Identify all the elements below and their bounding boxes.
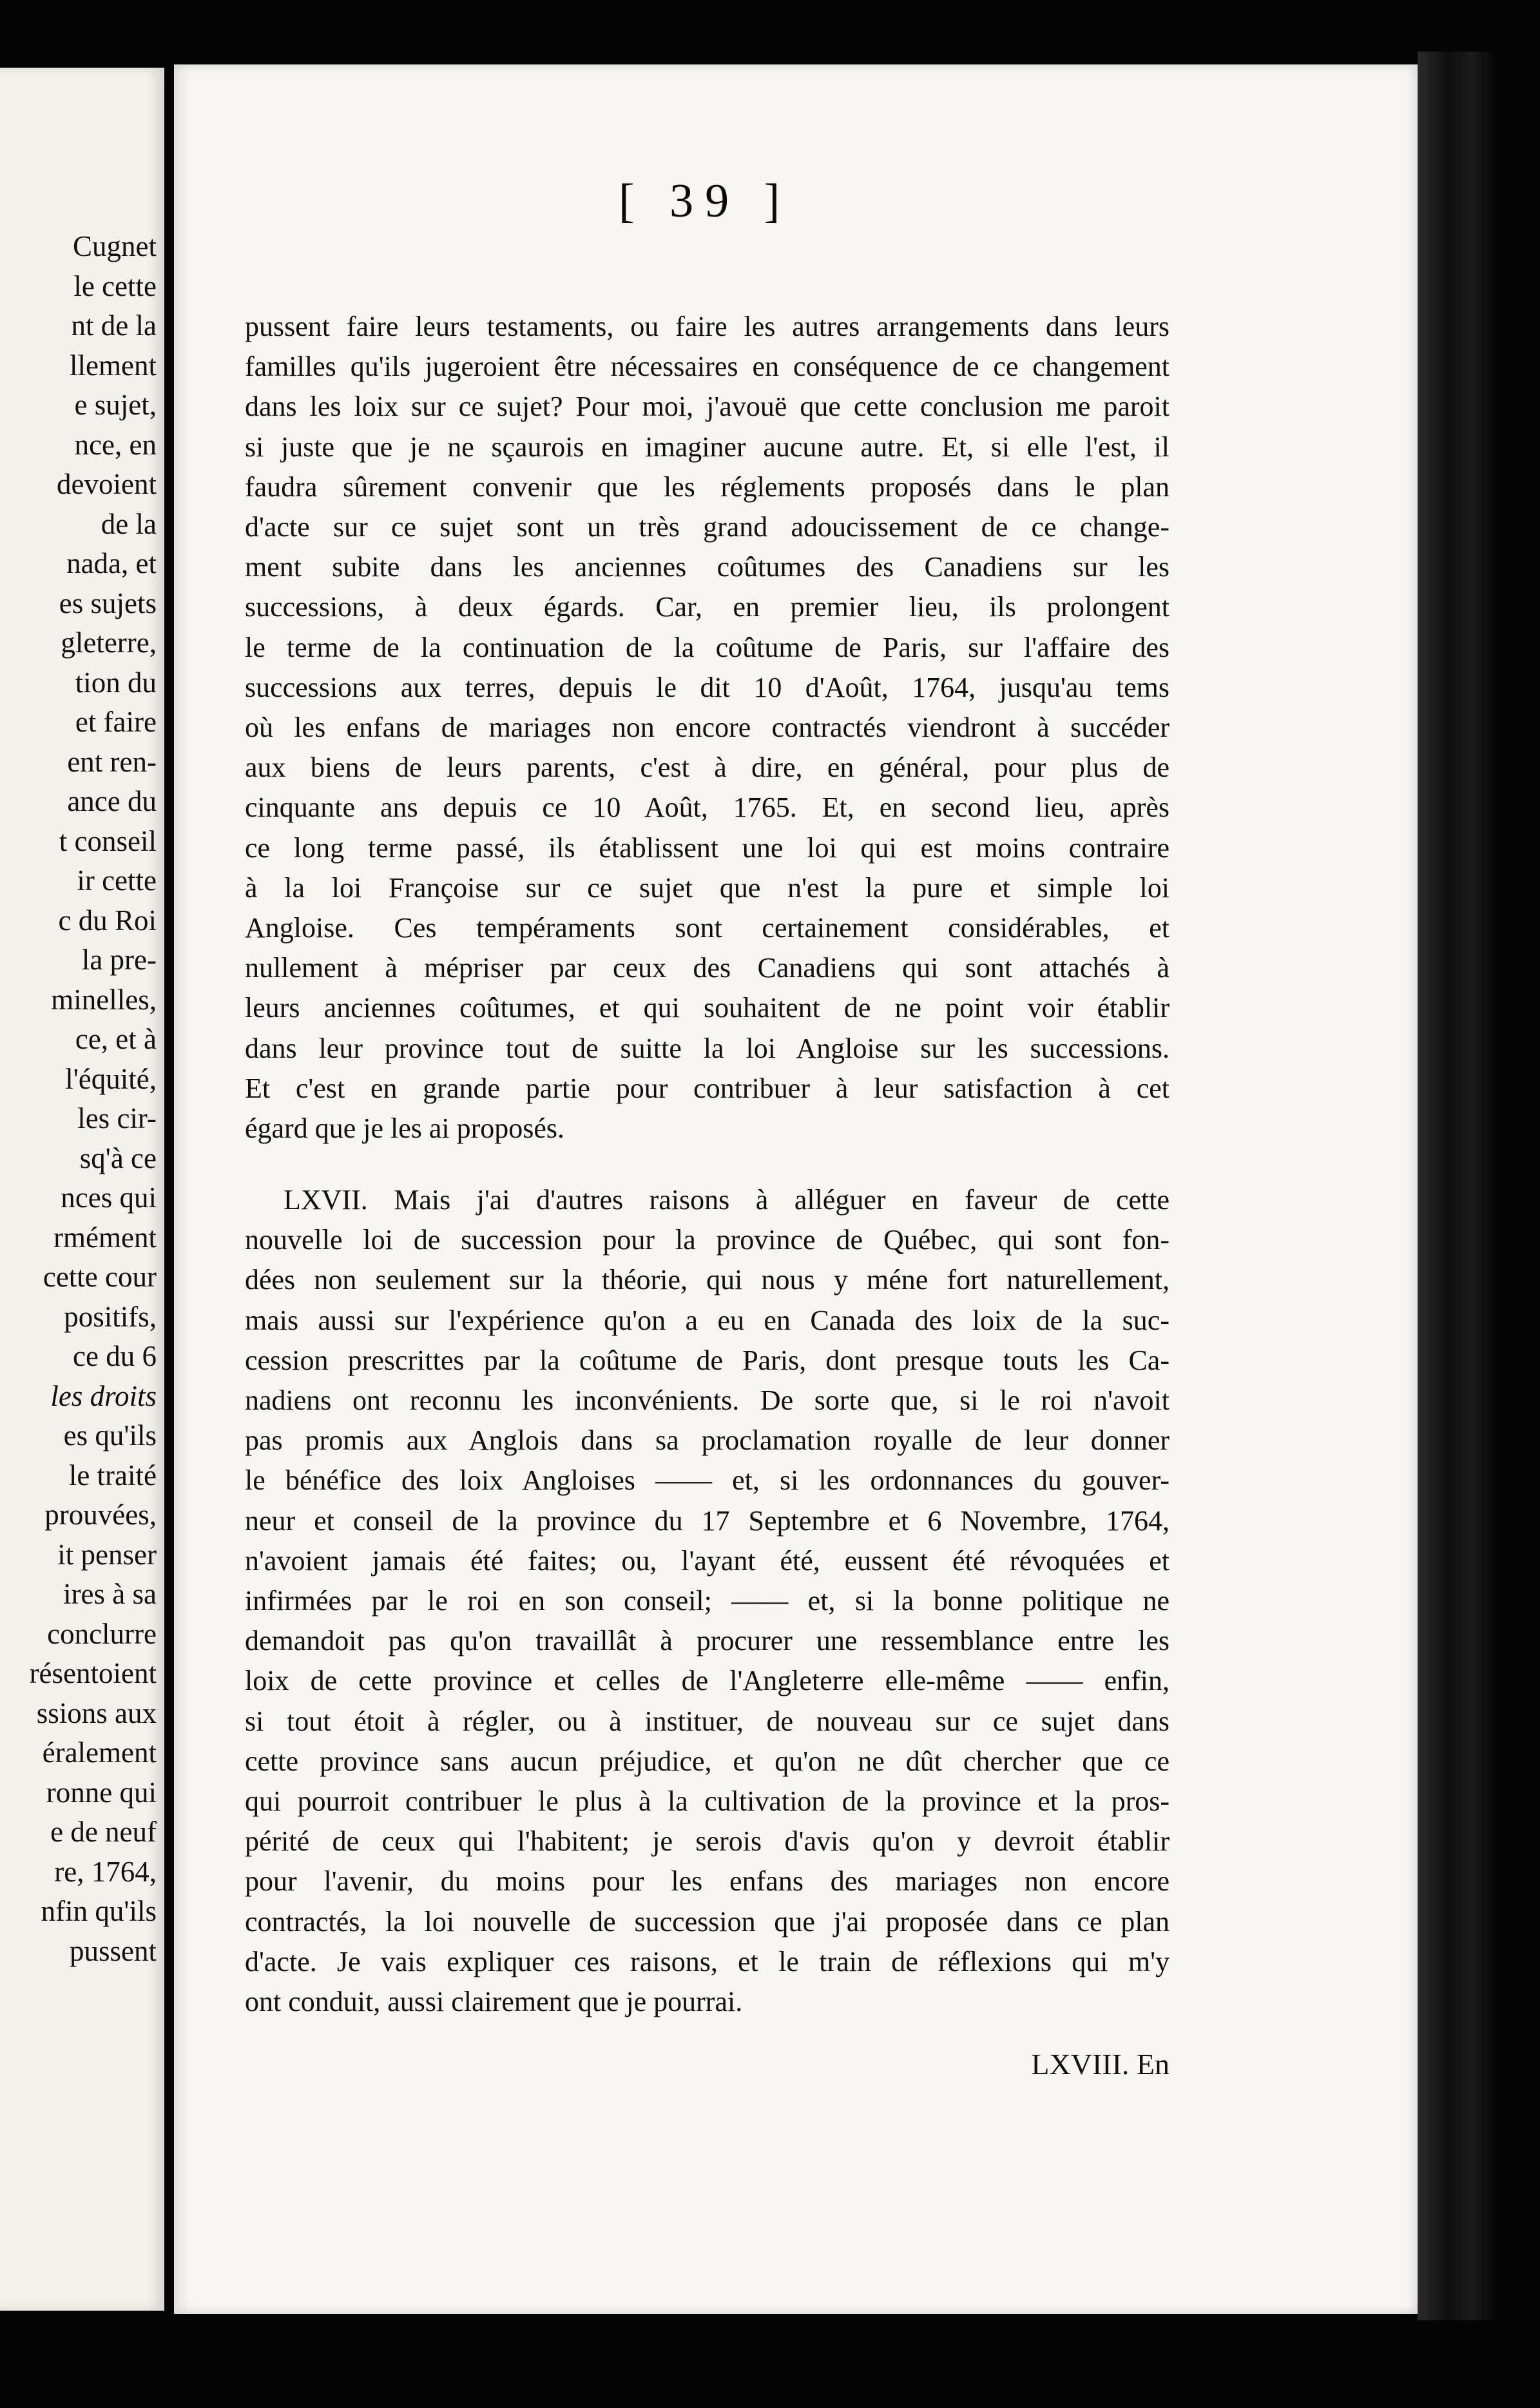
facing-page-line: ent ren- [67,745,157,778]
text-line: cession prescrittes par la coûtume de Paris, dont presque touts les Ca- [245,1344,1169,1376]
facing-page-line: rmément [53,1221,157,1254]
facing-page-line: e de neuf [50,1816,157,1848]
text-line: si tout étoit à régler, ou à instituer, de nouveau sur ce sujet dans [245,1705,1169,1737]
text-line: où les enfans de mariages non encore contractés viendront à succéder [245,712,1169,743]
page-number: [ 39 ] [619,175,792,228]
text-line: à la loi Françoise sur ce sujet que n'est la pure et simple loi [245,871,1169,904]
text-line: infirmées par le roi en son conseil; —— et, si la bonne politique ne [245,1585,1169,1617]
facing-page-line: ronne qui [46,1776,157,1809]
text-line: nouvelle loi de succession pour la province de Québec, qui sont fon- [245,1224,1169,1256]
text-line: pas promis aux Anglois dans sa proclamation royalle de leur donner [245,1424,1169,1457]
text-line: successions aux terres, depuis le dit 10 d'Août, 1764, jusqu'au tems [245,671,1169,703]
text-line: mais aussi sur l'expérience qu'on a eu en Canada des loix de la suc- [245,1304,1169,1336]
facing-page-line: positifs, [64,1300,157,1333]
facing-page-line: éralement [42,1736,157,1769]
facing-page-line: cette cour [43,1261,157,1293]
text-line: n'avoient jamais été faites; ou, l'ayant été, eussent été révoquées et [245,1544,1169,1577]
text-line: ce long terme passé, ils établissent une loi qui est moins contraire [245,831,1169,864]
facing-page-line: Cugnet [73,230,157,262]
text-line: dées non seulement sur la théorie, qui nous y méne fort naturellement, [245,1264,1169,1296]
text-line: d'acte sur ce sujet sont un très grand adoucissement de ce change- [245,511,1169,543]
facing-page-line: ssions aux [36,1696,157,1729]
text-line: égard que je les ai proposés. [245,1112,565,1144]
text-line: familles qu'ils jugeroient être nécessaires en conséquence de ce changement [245,351,1169,383]
facing-page-line: minelles, [51,983,157,1016]
text-line: le bénéfice des loix Angloises —— et, si les ordonnances du gouver- [245,1464,1169,1497]
facing-page-line: e sujet, [74,389,157,421]
text-line: leurs anciennes coûtumes, et qui souhaitent de ne point voir établir [245,992,1169,1024]
facing-page-line: nt de la [71,309,157,342]
text-line: dans leur province tout de suitte la loi Angloise sur les successions. [245,1032,1169,1064]
facing-page-line: gleterre, [61,626,157,659]
text-line: ment subite dans les anciennes coûtumes des Canadiens sur les [245,551,1169,583]
facing-page-line: es qu'ils [63,1419,157,1452]
facing-page-line: es sujets [59,587,157,619]
facing-page-line: devoient [57,468,157,500]
facing-page-line: pussent [70,1934,157,1967]
facing-page-line: ir cette [77,864,157,897]
text-line: qui pourroit contribuer le plus à la cultivation de la province et la pros- [245,1785,1169,1817]
facing-page-line: it penser [57,1538,157,1571]
facing-page-line: ance du [67,785,157,817]
facing-page-line: tion du [75,666,157,699]
text-line: faudra sûrement convenir que les réglements proposés dans le plan [245,471,1169,503]
facing-page-line: nada, et [66,547,157,579]
text-line: nadiens ont reconnu les inconvénients. De sorte que, si le roi n'avoit [245,1384,1169,1416]
text-line: nullement à mépriser par ceux des Canadiens qui sont attachés à [245,952,1169,984]
text-line: cette province sans aucun préjudice, et qu'on ne dût chercher que ce [245,1745,1169,1777]
facing-page-line: nfin qu'ils [41,1895,157,1927]
facing-page-line: sq'à ce [79,1141,157,1174]
facing-page-line: conclurre [47,1617,157,1650]
text-line: LXVII. Mais j'ai d'autres raisons à alléguer en faveur de cette [284,1184,1169,1216]
text-line: si juste que je ne sçaurois en imaginer aucune autre. Et, si elle l'est, il [245,431,1169,463]
facing-page-line: ce du 6 [73,1340,157,1372]
text-line: cinquante ans depuis ce 10 Août, 1765. Et, en second lieu, après [245,791,1169,824]
facing-page-line: l'équité, [65,1062,157,1095]
text-line: demandoit pas qu'on travaillât à procurer une ressemblance entre les [245,1625,1169,1657]
text-line: le terme de la continuation de la coûtume de Paris, sur l'affaire des [245,631,1169,663]
text-line: neur et conseil de la province du 17 Septembre et 6 Novembre, 1764, [245,1504,1169,1537]
facing-page-line: ires à sa [63,1578,157,1610]
text-line: d'acte. Je vais expliquer ces raisons, et le train de réflexions qui m'y [245,1945,1169,1977]
facing-page-line: et faire [75,706,157,738]
facing-page-line: nce, en [74,428,157,461]
facing-page-line: t conseil [59,824,157,857]
facing-page-fragment [0,68,164,2311]
facing-page-line: c du Roi [58,904,157,937]
facing-page-line: la pre- [81,944,157,976]
text-line: aux biens de leurs parents, c'est à dire, en général, pour plus de [245,752,1169,784]
facing-page-line: les cir- [77,1102,157,1134]
facing-page-line: ce, et à [75,1023,157,1055]
text-line: contractés, la loi nouvelle de succession que j'ai proposée dans ce plan [245,1905,1169,1937]
text-line: Angloise. Ces tempéraments sont certainement considérables, et [245,912,1169,944]
text-line: périté de ceux qui l'habitent; je serois d'avis qu'on y devroit établir [245,1825,1169,1858]
facing-page-line: llement [70,349,157,382]
page-edge-shadow [1418,52,1495,2320]
facing-page-line: de la [101,507,157,540]
text-line: Et c'est en grande partie pour contribuer à leur satisfaction à cet [245,1072,1169,1104]
text-line: pour l'avenir, du moins pour les enfans des mariages non encore [245,1865,1169,1898]
facing-page-line: les droits [50,1379,157,1412]
facing-page-line: prouvées, [44,1499,157,1531]
facing-page-line: re, 1764, [54,1855,157,1888]
text-line: successions, à deux égards. Car, en premier lieu, ils prolongent [245,591,1169,623]
text-line: ont conduit, aussi clairement que je pourrai. [245,1986,743,2017]
facing-page-line: nces qui [61,1181,157,1214]
text-line: loix de cette province et celles de l'Angleterre elle-même —— enfin, [245,1665,1169,1697]
catchword: LXVIII. En [1031,2048,1169,2081]
facing-page-line: le cette [73,269,157,302]
text-line: dans les loix sur ce sujet? Pour moi, j'avouë que cette conclusion me paroit [245,391,1169,423]
facing-page-line: le traité [68,1459,157,1491]
text-line: pussent faire leurs testaments, ou faire les autres arrangements dans leurs [245,311,1169,342]
facing-page-line: résentoient [29,1657,157,1689]
